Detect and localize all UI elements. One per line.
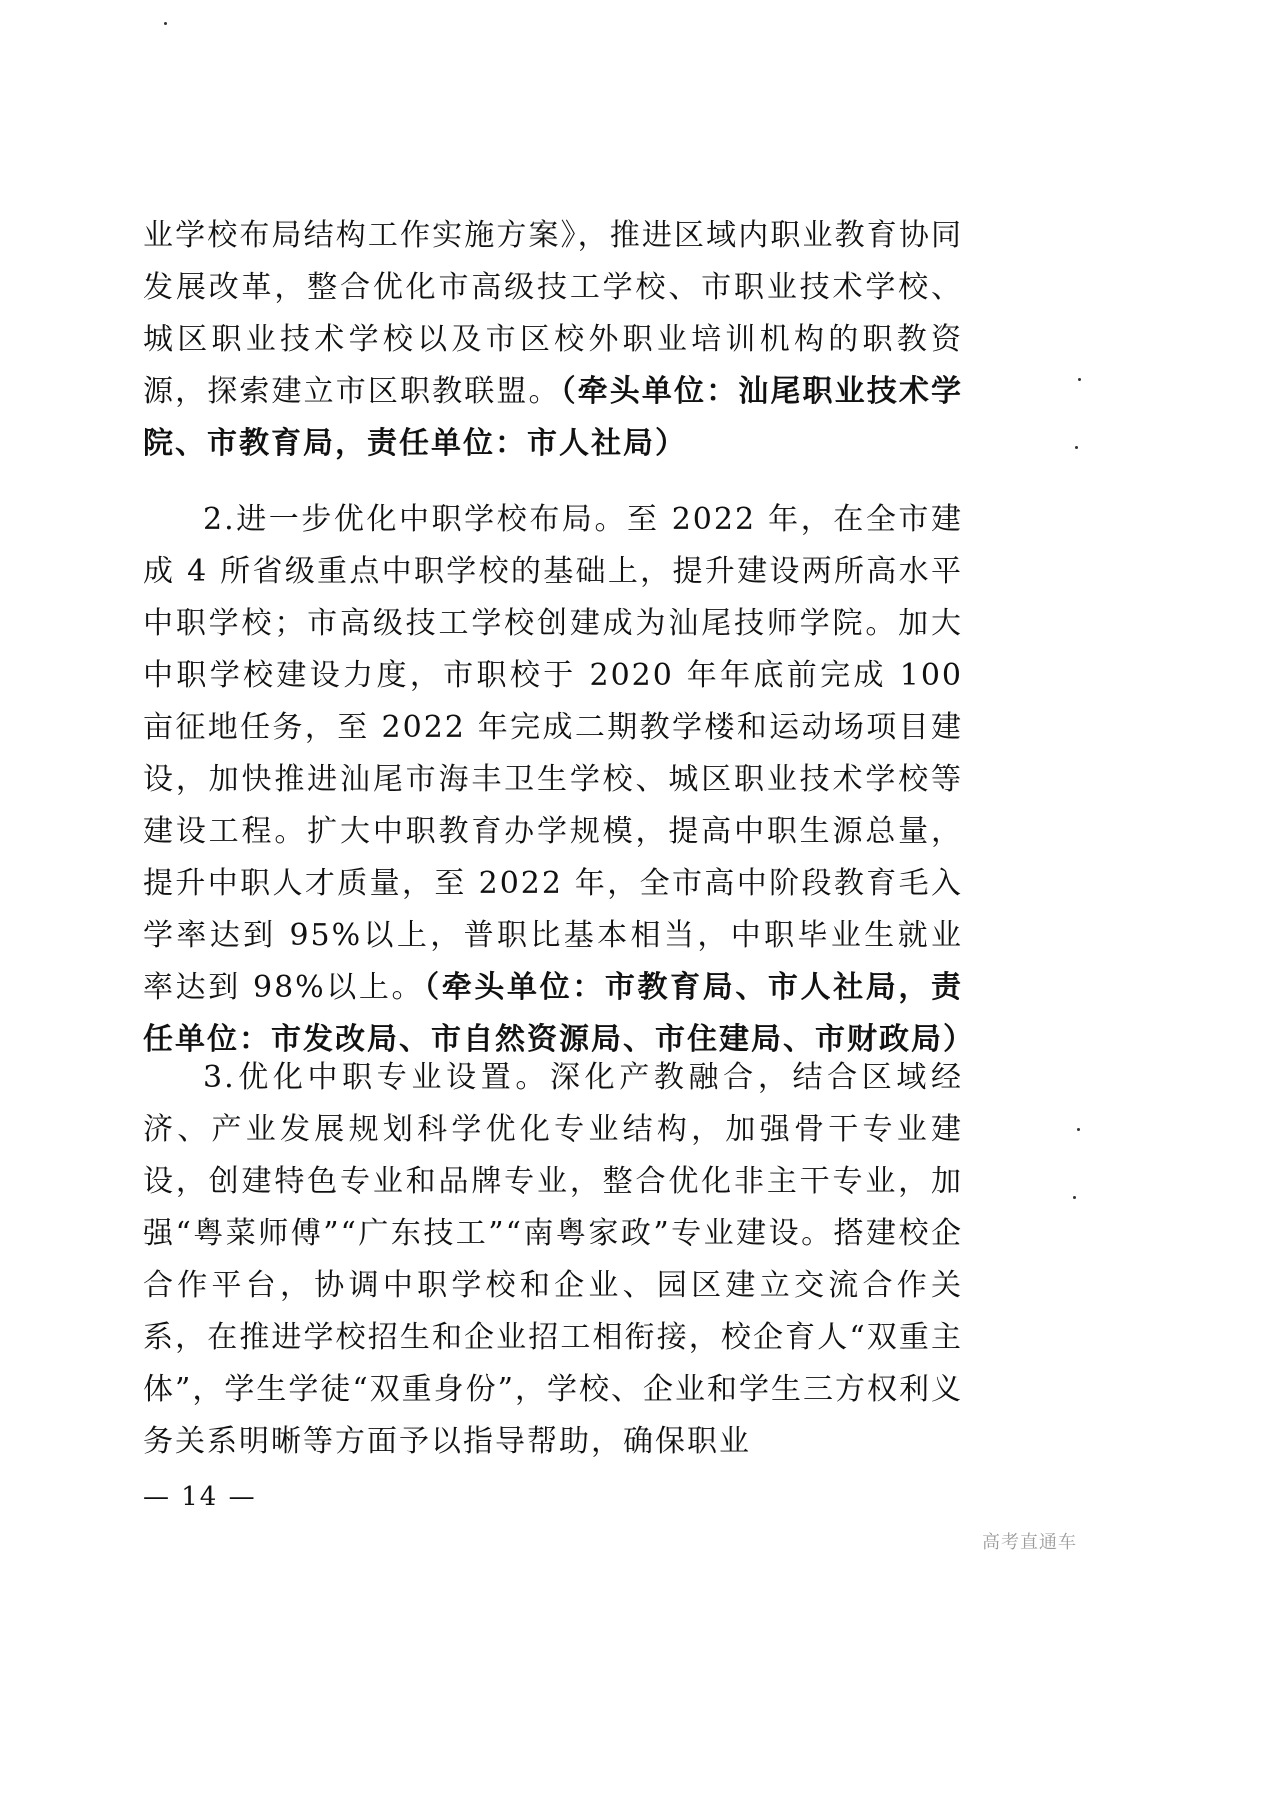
scan-speck [1078,378,1081,381]
paragraph-layout-continuation [143,210,963,470]
scan-speck [1075,446,1078,449]
paragraph-optimize-majors [143,1052,963,1468]
paragraph-text: 2.进一步优化中职学校布局。至 2022 年，在全市建成 4 所省级重点中职学校的基础上，提升建设两所高水平中职学校；市高级技工学校创建成为汕尾技师学院。加大中职学校建设力度，市职校于 2020 年年底前完成 100 亩征地任务，至 2022 年完成二期教学楼和运动场项目建设，加快推进汕尾市海丰卫生学校、城区职业技术学校等建设工程。扩大中职教育办学规模，提高中职生源总量，提升中职人才质量，至 2022 年，全市高中阶段教育毛入学率达到 95%以上，普职比基本相当，中职毕业生就业率达到 98%以上。 [143,502,963,1005]
paragraph-text: 业学校布局结构工作实施方案》，推进区域内职业教育协同发展改革，整合优化市高级技工学校、市职业技术学校、城区职业技术学校以及市区校外职业培训机构的职教资源，探索建立市区职教联盟。 [143,218,963,409]
responsibility-units: （牵头单位：市教育局、市人社局，责任单位：市发改局、市自然资源局、市住建局、市财政局） [143,970,975,1057]
responsibility-units: （牵头单位：汕尾职业技术学院、市教育局，责任单位：市人社局） [143,374,964,461]
scan-speck [1073,1196,1076,1199]
paragraph-text: 3.优化中职专业设置。深化产教融合，结合区域经济、产业发展规划科学优化专业结构，加强骨干专业建设，创建特色专业和品牌专业，整合优化非主干专业，加强“粤菜师傅”“广东技工”“南粤家政”专业建设。搭建校企合作平台，协调中职学校和企业、园区建立交流合作关系，在推进学校招生和企业招工相衔接，校企育人“双重主体”，学生学徒“双重身份”，学校、企业和学生三方权利义务关系明晰等方面予以指导帮助，确保职业 [143,1060,964,1459]
page-number: — 14 — [143,1482,257,1512]
scan-speck [164,22,167,25]
scan-speck [1077,1128,1080,1131]
paragraph-optimize-secondary-vocational-layout [143,494,975,1066]
watermark: 高考直通车 [982,1532,1077,1553]
